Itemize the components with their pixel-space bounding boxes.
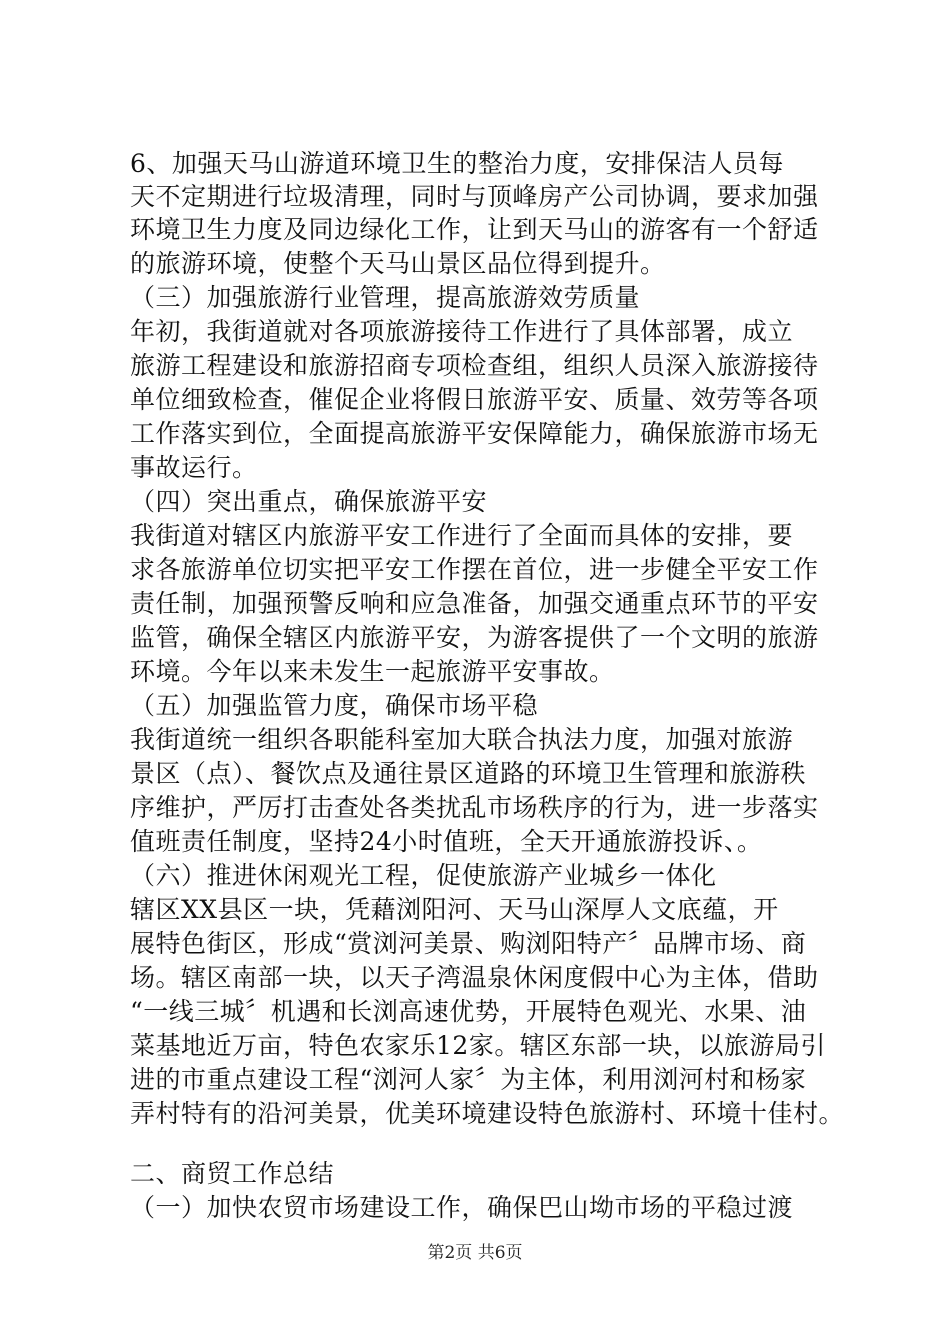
blank-line [130,1128,850,1160]
text-line: 的旅游环境，使整个天马山景区品位得到提升。 [130,249,666,278]
text-line: 弄村特有的沿河美景，优美环境建设特色旅游村、环境十佳村。 [130,1099,845,1128]
text-line: 求各旅游单位切实把平安工作摆在首位，进一步健全平安工作 [130,555,819,584]
text-line: 进的市重点建设工程“浏河人家〞为主体，利用浏河村和杨家 [130,1065,807,1094]
text-line: 辖区XX县区一块，凭藉浏阳河、天马山深厚人文底蕴，开 [130,895,779,924]
text-line: 工作落实到位，全面提高旅游平安保障能力，确保旅游市场无 [130,419,819,448]
section-heading: （四）突出重点，确保旅游平安 [130,487,488,516]
text-line: 景区（点）、餐饮点及通往景区道路的环境卫生管理和旅游秩 [130,759,807,788]
section-heading: （一）加快农贸市场建设工作，确保巴山坳市场的平稳过渡 [130,1193,794,1222]
text-line: 环境卫生力度及同边绿化工作，让到天马山的游客有一个舒适 [130,215,819,244]
text-line: 天不定期进行垃圾清理，同时与顶峰房产公司协调，要求加强 [130,182,819,211]
text-line: 6、加强天马山游道环境卫生的整治力度，安排保洁人员每 [130,149,784,178]
text-line: 旅游工程建设和旅游招商专项检查组，组织人员深入旅游接待 [130,351,819,380]
section-heading: （五）加强监管力度，确保市场平稳 [130,691,539,720]
section-heading: （三）加强旅游行业管理，提高旅游效劳质量 [130,283,641,312]
text-line: 值班责任制度，坚持24小时值班，全天开通旅游投诉、。 [130,827,763,856]
text-line: 展特色街区，形成“赏浏河美景、购浏阳特产〞品牌市场、商 [130,929,807,958]
text-line: 监管，确保全辖区内旅游平安，为游客提供了一个文明的旅游 [130,623,819,652]
text-line: 事故运行。 [130,453,258,482]
text-line: 责任制，加强预警反响和应急准备，加强交通重点环节的平安 [130,589,819,618]
text-line: 年初，我街道就对各项旅游接待工作进行了具体部署，成立 [130,317,794,346]
page-footer: 第2页 共6页 [427,1243,523,1263]
text-line: 场。辖区南部一块，以天子湾温泉休闲度假中心为主体，借助 [130,963,819,992]
text-line: 单位细致检查，催促企业将假日旅游平安、质量、效劳等各项 [130,385,819,414]
section-heading: 二、商贸工作总结 [130,1159,335,1188]
text-line: 环境。今年以来未发生一起旅游平安事故。 [130,657,615,686]
text-line: 序维护，严厉打击查处各类扰乱市场秩序的行为，进一步落实 [130,793,819,822]
text-line: 我街道统一组织各职能科室加大联合执法力度，加强对旅游 [130,725,794,754]
text-line: “一线三城〞机遇和长浏高速优势，开展特色观光、水果、油 [130,997,807,1026]
section-heading: （六）推进休闲观光工程，促使旅游产业城乡一体化 [130,861,717,890]
text-line: 我街道对辖区内旅游平安工作进行了全面而具体的安排，要 [130,521,794,550]
text-line: 菜基地近万亩，特色农家乐12家。辖区东部一块，以旅游局引 [130,1031,826,1060]
